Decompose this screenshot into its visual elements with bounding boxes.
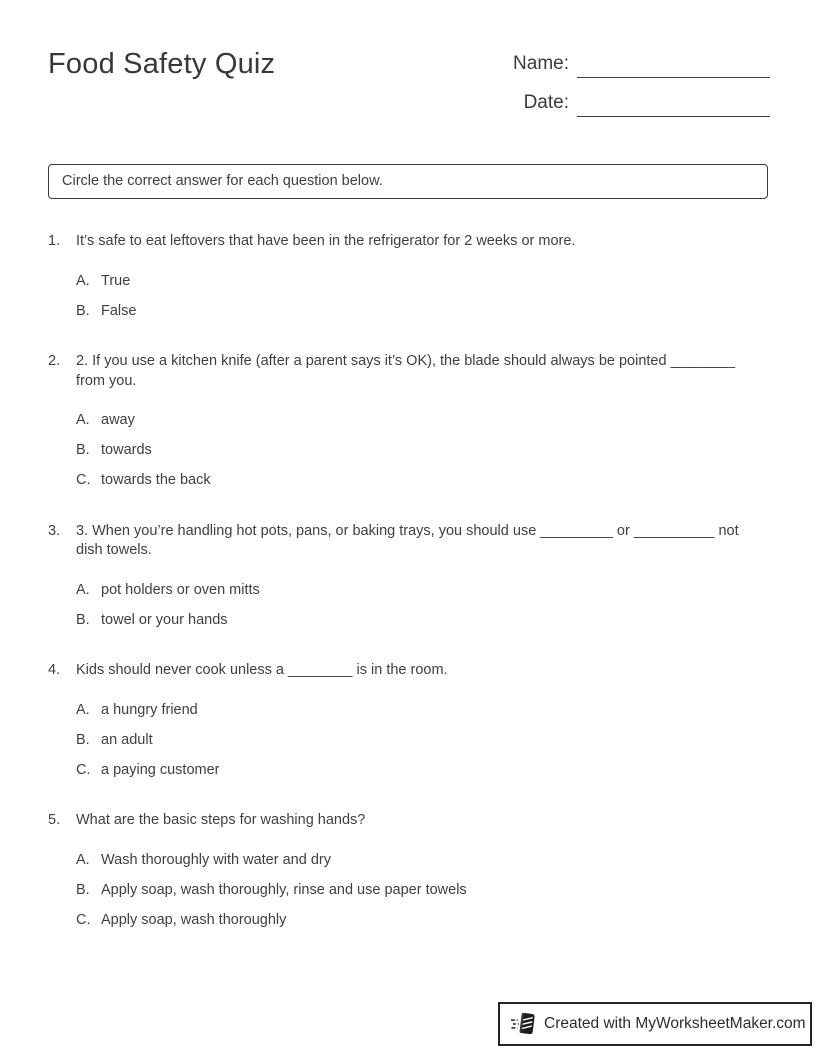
choices (48, 272, 768, 322)
choice-text: pot holders or oven mitts (101, 581, 260, 598)
choice (76, 701, 768, 721)
choice-text: Apply soap, wash thoroughly (101, 911, 287, 928)
choice (76, 761, 768, 781)
date-blank-line (577, 89, 770, 117)
question-text: 3. When you’re handling hot pots, pans, or baking trays, you should use _________ or __________ not dish towels. (76, 522, 739, 558)
choices (48, 411, 768, 491)
choice-letter: B. (76, 731, 90, 748)
questions-list (48, 232, 768, 930)
choice-letter: A. (76, 701, 90, 718)
choices (48, 581, 768, 631)
choice (76, 272, 768, 292)
page-title: Food Safety Quiz (48, 48, 276, 80)
choice-letter: C. (76, 472, 91, 488)
choice-letter: B. (76, 302, 90, 319)
name-date-block (513, 50, 770, 117)
question-5 (48, 811, 768, 930)
choice (76, 881, 768, 901)
choice-text: an adult (101, 731, 153, 748)
choice-letter: A. (76, 412, 90, 428)
choice (76, 851, 768, 871)
choice (76, 411, 768, 431)
footer-credit-text: Created with MyWorksheetMaker.com (544, 1015, 806, 1032)
choice-letter: C. (76, 911, 91, 928)
choice-letter: A. (76, 272, 90, 289)
choice-text: a hungry friend (101, 701, 198, 718)
choice-text: False (101, 302, 137, 319)
question-number: 3. (48, 522, 61, 539)
question-text: 2. If you use a kitchen knife (after a parent says it’s OK), the blade should always be pointed ________ from you. (76, 353, 736, 389)
choice (76, 911, 768, 931)
choice (76, 611, 768, 631)
flying-worksheet-icon (510, 1011, 537, 1038)
date-label: Date: (523, 92, 569, 113)
choice-text: towel or your hands (101, 611, 228, 628)
choice-text: True (101, 272, 131, 289)
instructions-box (48, 164, 768, 199)
choice-letter: C. (76, 761, 91, 778)
instructions-text: Circle the correct answer for each question below. (62, 173, 383, 189)
question-2 (48, 352, 768, 491)
choice (76, 731, 768, 751)
choice (76, 302, 768, 322)
choice-letter: A. (76, 851, 90, 868)
choice-text: Wash thoroughly with water and dry (101, 851, 331, 868)
question-text: It’s safe to eat leftovers that have been in the refrigerator for 2 weeks or more. (76, 233, 576, 249)
choice (76, 471, 768, 491)
question-number: 1. (48, 233, 61, 249)
choice (76, 441, 768, 461)
choice-text: away (101, 412, 135, 428)
choices (48, 701, 768, 781)
choice-text: a paying customer (101, 761, 220, 778)
choice (76, 581, 768, 601)
choice-letter: B. (76, 442, 90, 458)
choice-text: towards (101, 442, 152, 458)
question-number: 2. (48, 353, 61, 369)
choice-letter: B. (76, 611, 90, 628)
choices (48, 851, 768, 931)
question-1 (48, 232, 768, 321)
choice-letter: B. (76, 881, 90, 898)
name-label: Name: (513, 53, 569, 74)
footer-credit-badge (498, 1002, 812, 1046)
question-number: 5. (48, 812, 61, 828)
question-number: 4. (48, 662, 61, 678)
question-3 (48, 522, 768, 631)
question-text: What are the basic steps for washing hands? (76, 812, 366, 828)
question-text: Kids should never cook unless a ________ is in the room. (76, 662, 448, 678)
question-4 (48, 661, 768, 780)
choice-letter: A. (76, 581, 90, 598)
choice-text: towards the back (101, 472, 211, 488)
choice-text: Apply soap, wash thoroughly, rinse and use paper towels (101, 881, 467, 898)
name-blank-line (577, 50, 770, 78)
